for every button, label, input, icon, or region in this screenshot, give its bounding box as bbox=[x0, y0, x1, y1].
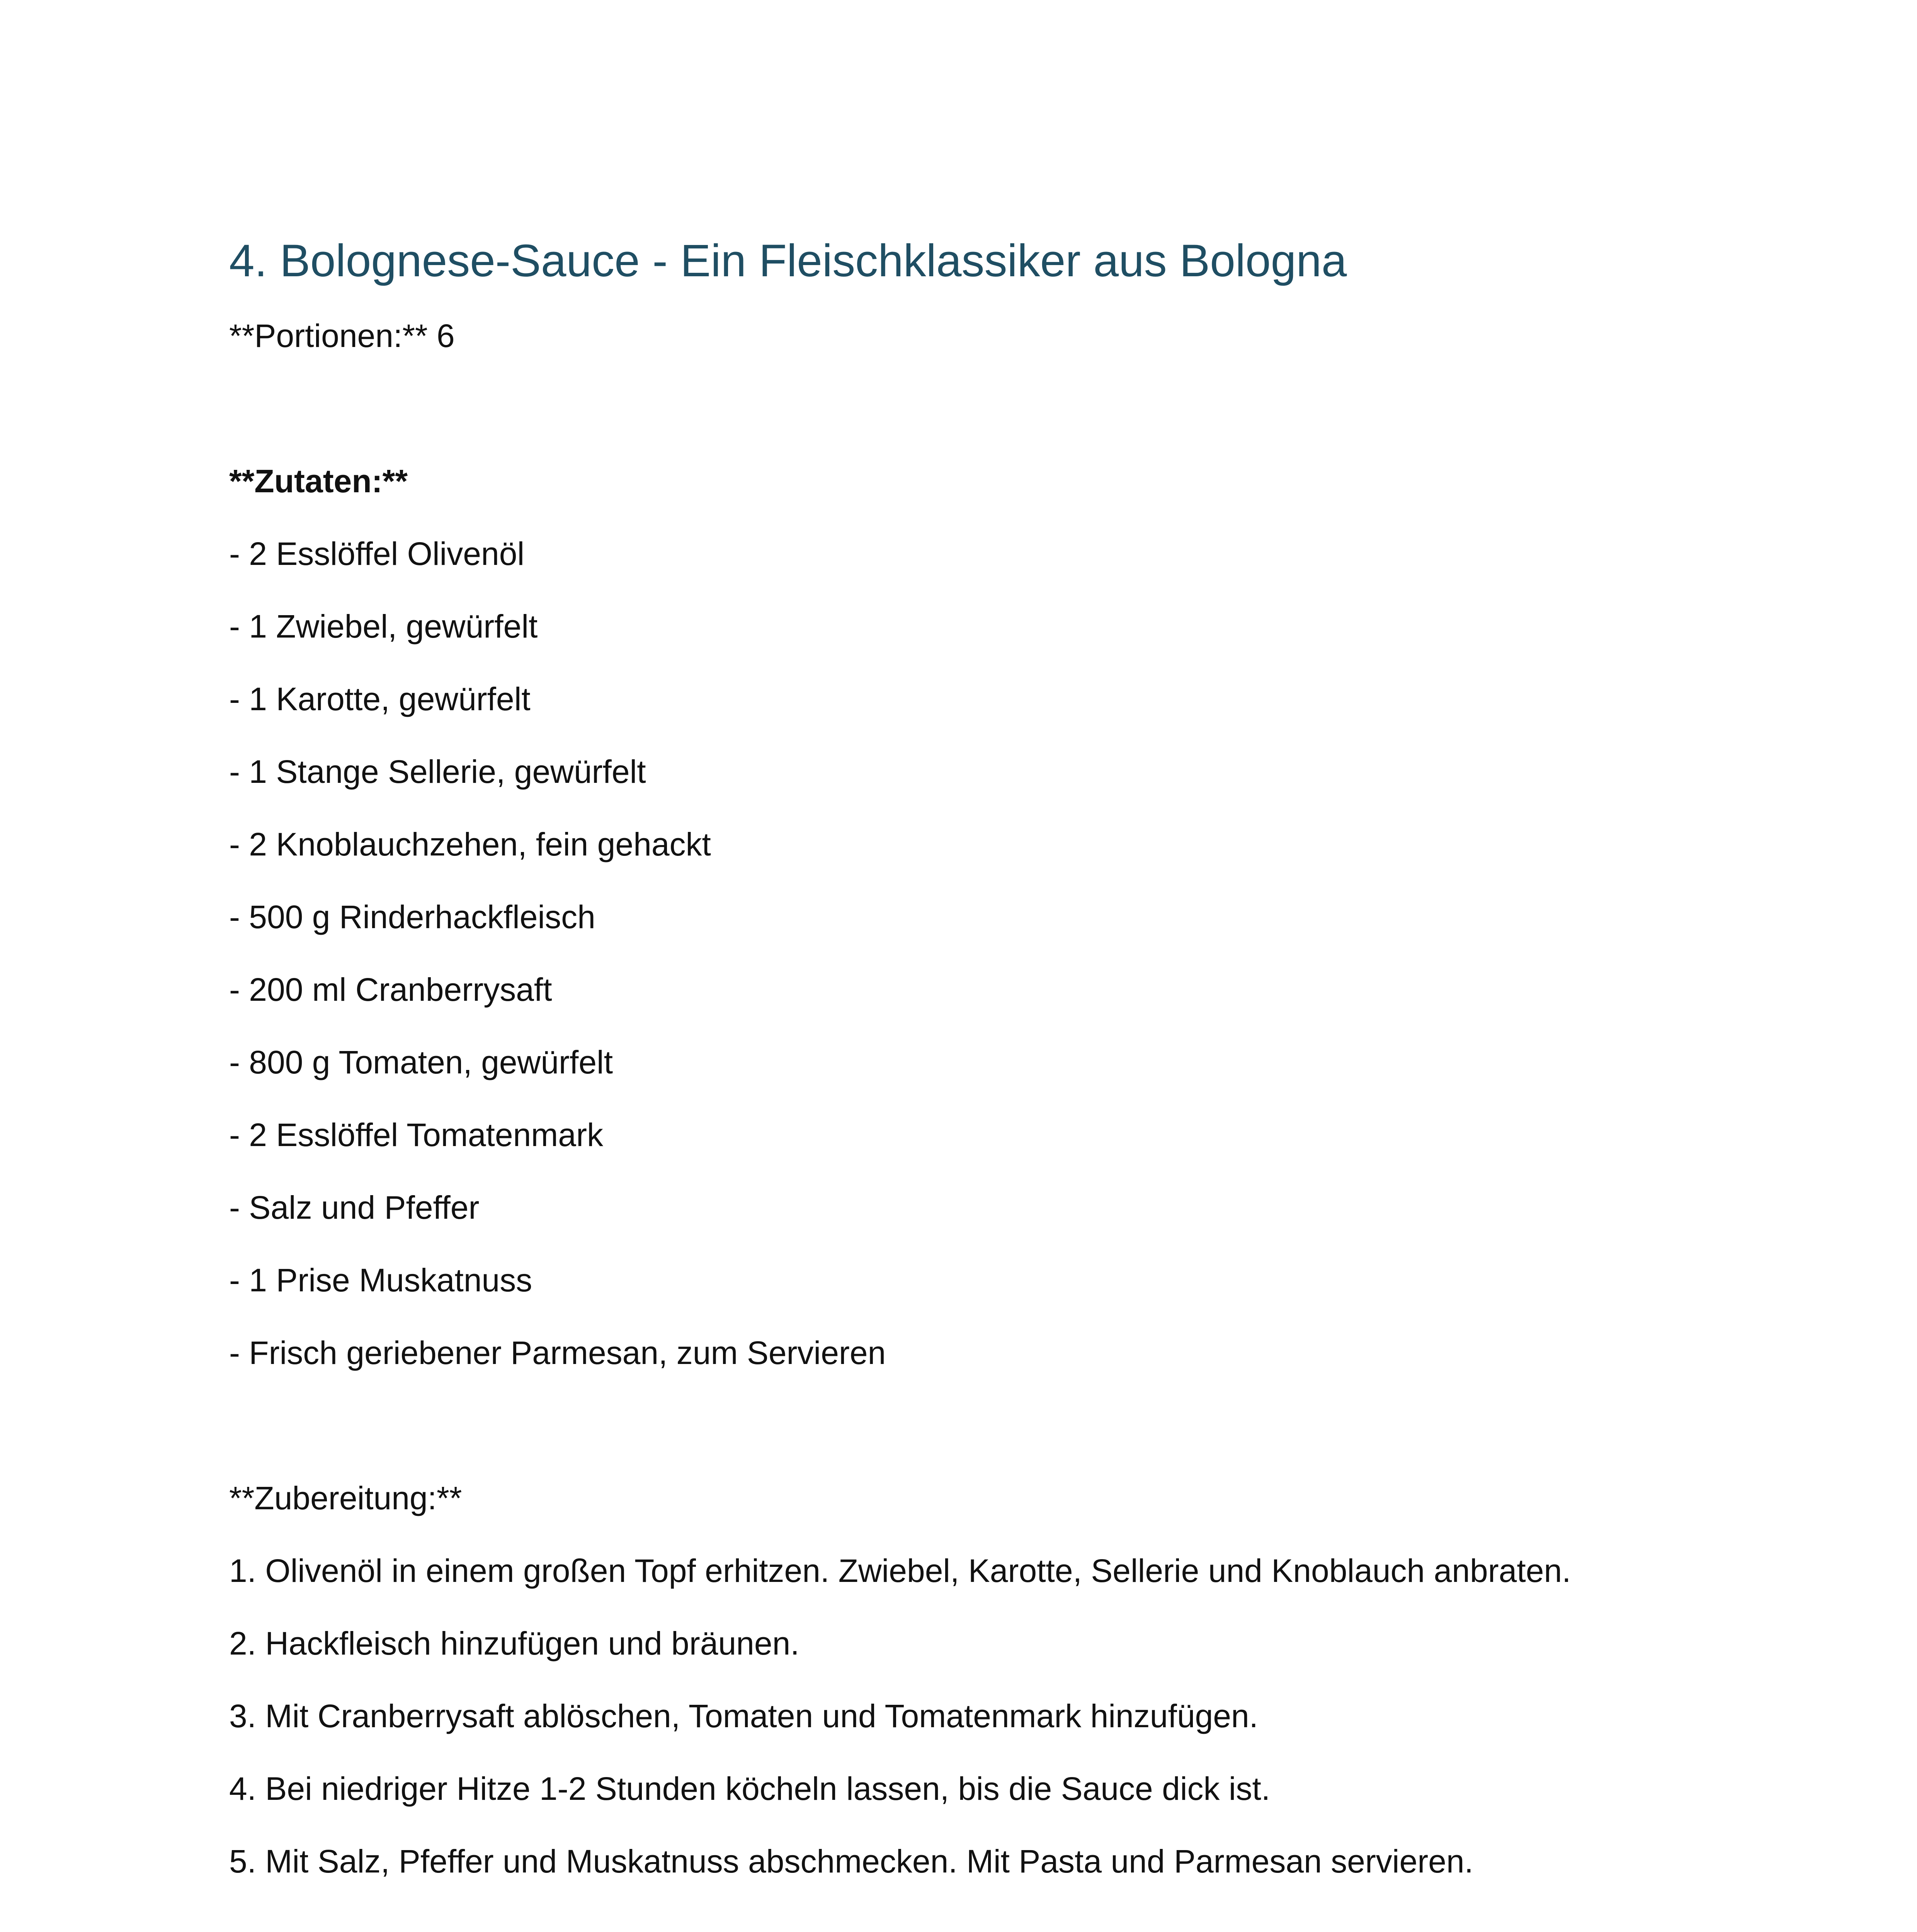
preparation-heading: **Zubereitung:** bbox=[229, 1480, 462, 1516]
ingredient-item: - 2 Esslöffel Olivenöl bbox=[229, 536, 525, 572]
ingredients-list bbox=[229, 517, 1698, 1389]
ingredient-item: - 2 Knoblauchzehen, fein gehackt bbox=[229, 826, 711, 862]
recipe-title: 4. Bolognese-Sauce - Ein Fleischklassiker aus Bologna bbox=[229, 235, 1347, 286]
preparation-step: 3. Mit Cranberrysaft ablöschen, Tomaten und Tomatenmark hinzufügen. bbox=[229, 1698, 1259, 1734]
preparation-step: 4. Bei niedriger Hitze 1-2 Stunden köcheln lassen, bis die Sauce dick ist. bbox=[229, 1770, 1271, 1807]
ingredient-item: - 2 Esslöffel Tomatenmark bbox=[229, 1117, 603, 1153]
ingredient-item: - Salz und Pfeffer bbox=[229, 1189, 480, 1226]
ingredient-item: - 1 Stange Sellerie, gewürfelt bbox=[229, 753, 646, 790]
ingredient-item: - 1 Zwiebel, gewürfelt bbox=[229, 608, 538, 645]
ingredient-item: - 1 Prise Muskatnuss bbox=[229, 1262, 532, 1298]
ingredient-item: - Frisch geriebener Parmesan, zum Servieren bbox=[229, 1335, 886, 1371]
preparation-step: 2. Hackfleisch hinzufügen und bräunen. bbox=[229, 1625, 799, 1662]
preparation-step: 1. Olivenöl in einem großen Topf erhitzen. Zwiebel, Karotte, Sellerie und Knoblauch anbraten. bbox=[229, 1553, 1571, 1589]
portions-line: **Portionen:** 6 bbox=[229, 318, 455, 354]
preparation-step: 5. Mit Salz, Pfeffer und Muskatnuss abschmecken. Mit Pasta und Parmesan servieren. bbox=[229, 1843, 1473, 1879]
recipe-content bbox=[229, 222, 1698, 1898]
ingredients-heading: **Zutaten:** bbox=[229, 463, 408, 499]
spacer bbox=[229, 372, 1698, 445]
spacer bbox=[229, 1389, 1698, 1462]
ingredient-item: - 800 g Tomaten, gewürfelt bbox=[229, 1044, 613, 1080]
ingredient-item: - 200 ml Cranberrysaft bbox=[229, 971, 552, 1008]
preparation-steps bbox=[229, 1534, 1698, 1898]
ingredient-item: - 500 g Rinderhackfleisch bbox=[229, 899, 595, 935]
ingredient-item: - 1 Karotte, gewürfelt bbox=[229, 681, 531, 717]
